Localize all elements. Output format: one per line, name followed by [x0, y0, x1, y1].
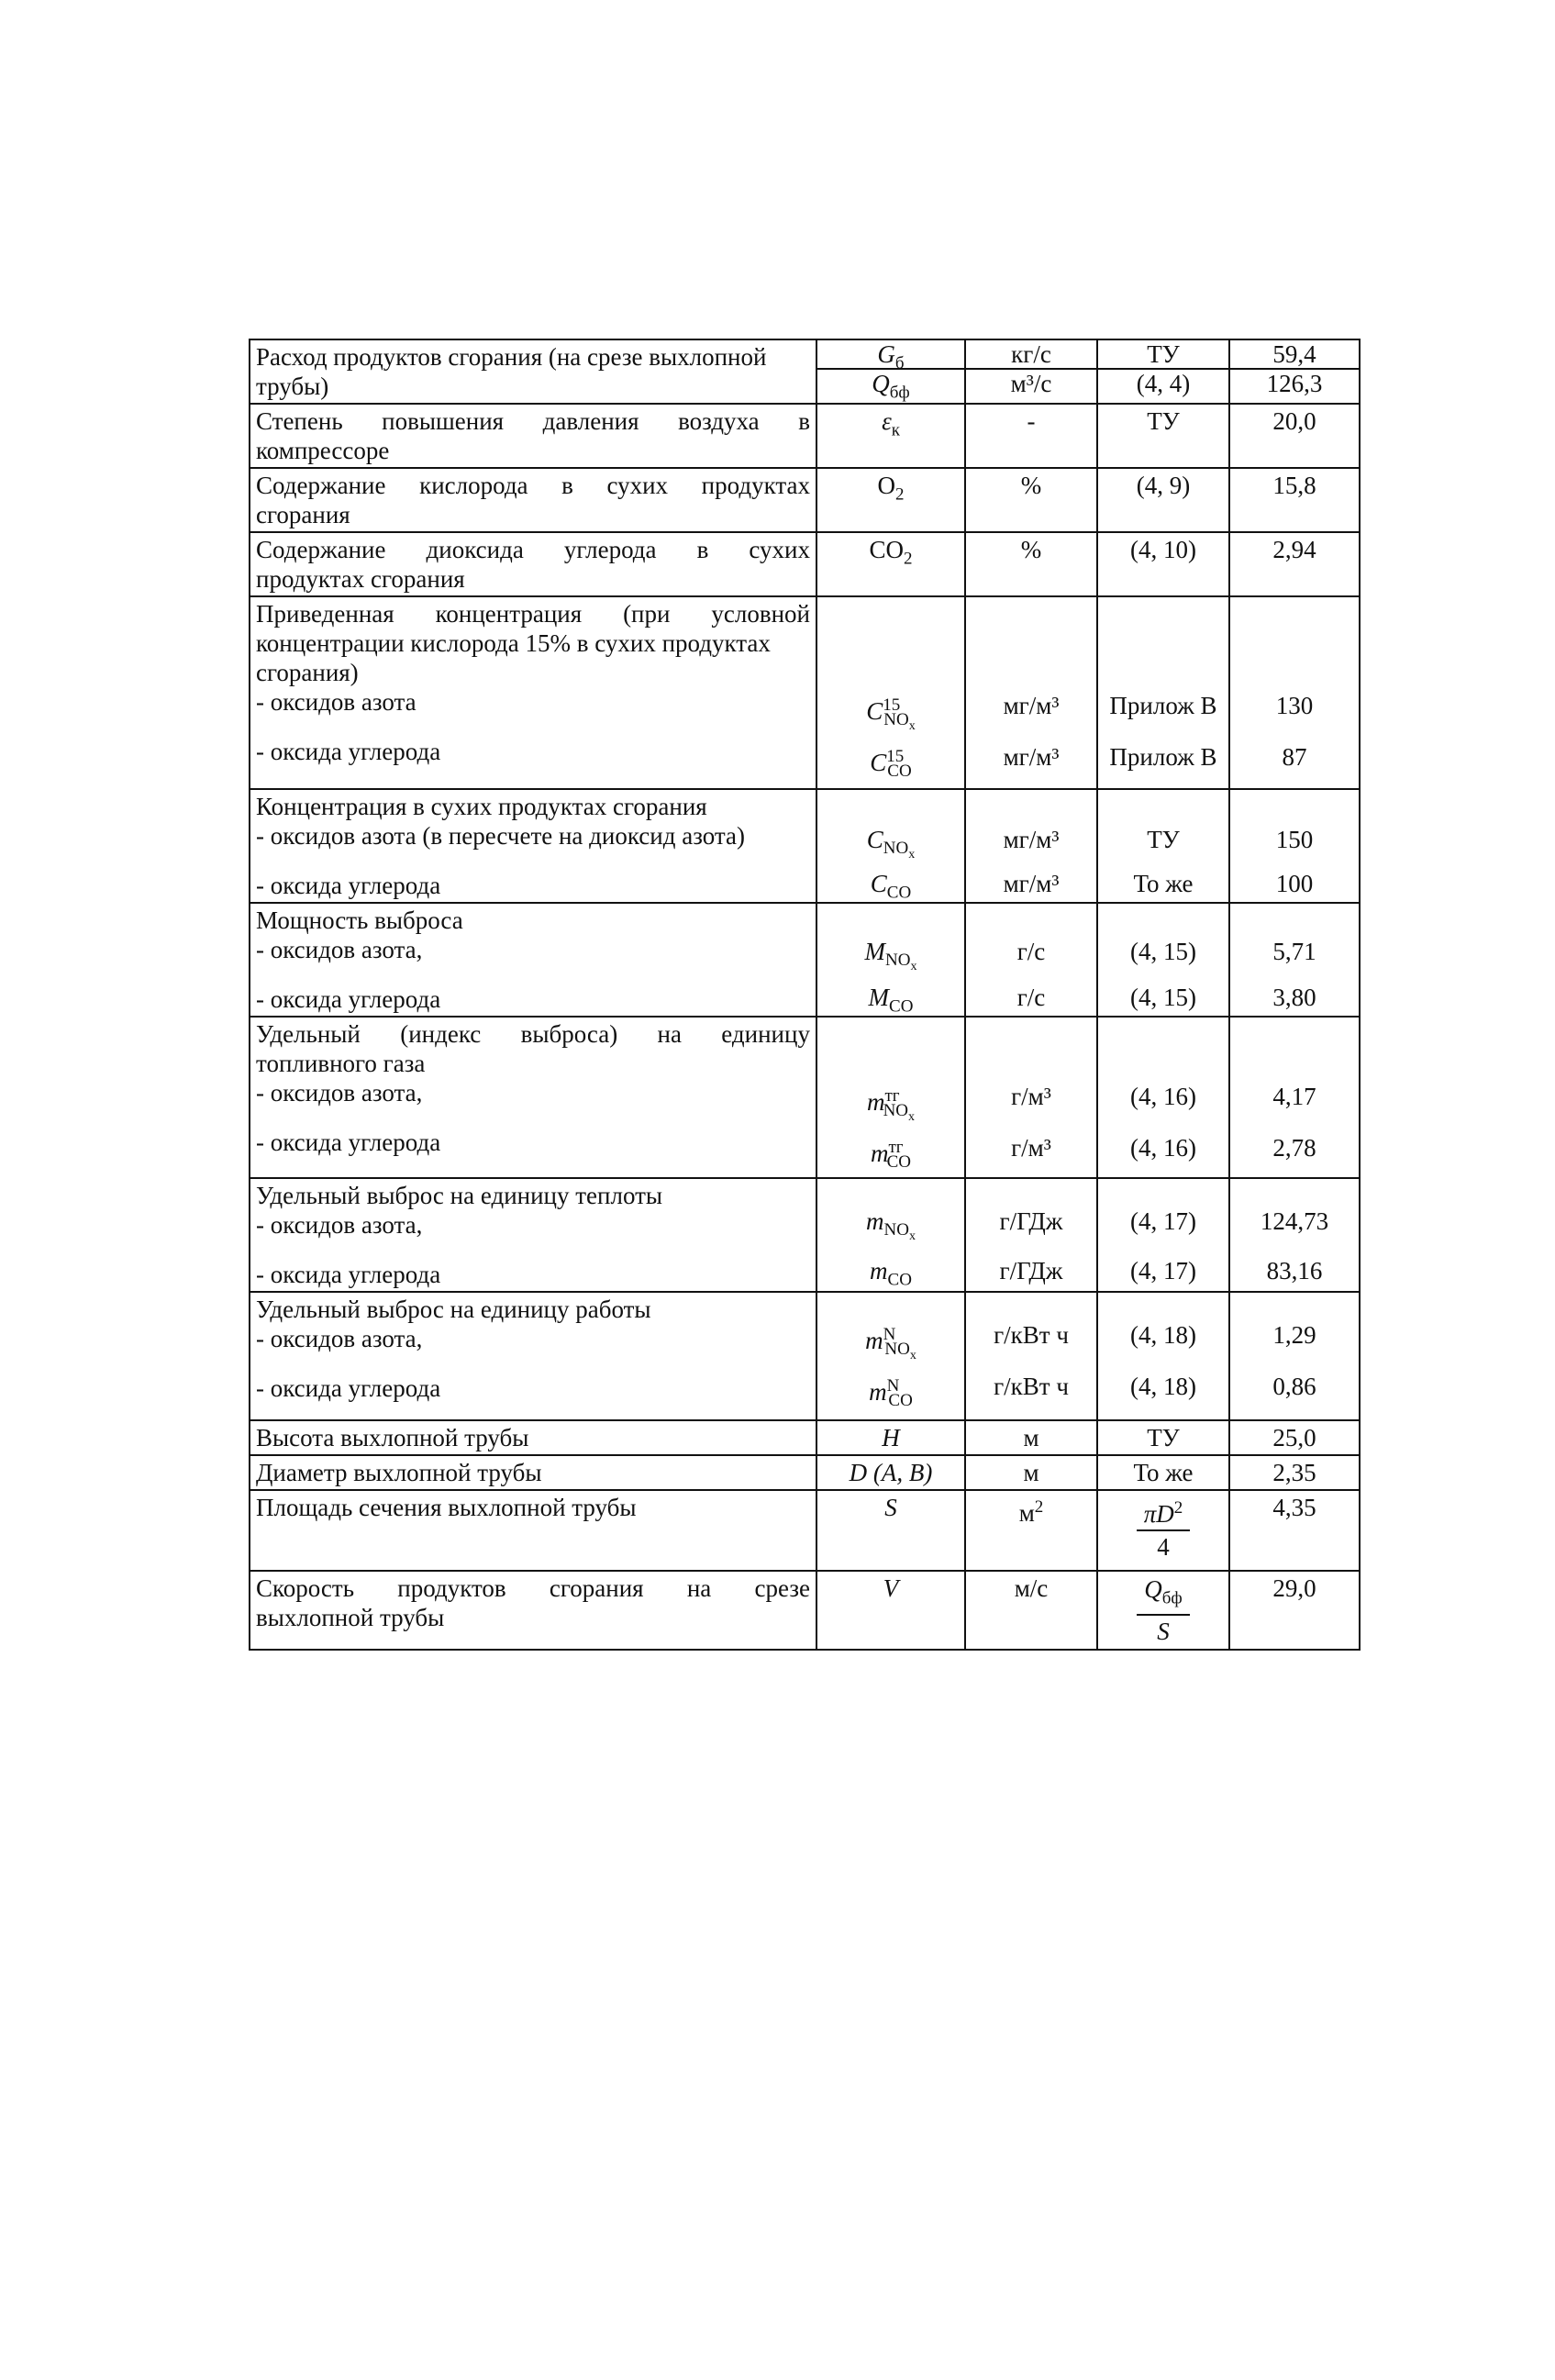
table-row [250, 404, 1360, 468]
row-symbol: $m_{NO_x}$ $m_{CO}$ [816, 1178, 965, 1292]
area-formula: $\frac{\pi D^2}{4}$ [1137, 1493, 1191, 1563]
row-source: ТУ [1097, 1420, 1229, 1455]
row-source: То же [1097, 1455, 1229, 1490]
desc-line: Высота выхлопной трубы [256, 1424, 529, 1451]
row-value: 5,71 3,80 [1229, 903, 1360, 1017]
desc-line: Диаметр выхлопной трубы [256, 1459, 542, 1486]
row-value: 4,35 [1229, 1490, 1360, 1571]
desc-line: - оксида углерода [256, 985, 441, 1013]
row-source: (4, 10) [1097, 532, 1229, 596]
desc-line: - оксида углерода [256, 1374, 441, 1402]
row-description [250, 903, 816, 1017]
table-row [250, 1292, 1360, 1420]
table-row [250, 1178, 1360, 1292]
numeric-value: 59,4 [1272, 340, 1316, 368]
desc-line: трубы) [256, 373, 329, 400]
row-value [1229, 339, 1360, 404]
row-value: 2,94 [1229, 532, 1360, 596]
row-symbol: $O_2$ [816, 468, 965, 532]
row-symbol: $m^{тг}_{NO_x}$ $m^{тг}_{CO}$ [816, 1017, 965, 1178]
row-source: ТУ [1097, 404, 1229, 468]
table-row [250, 532, 1360, 596]
source-value: ТУ [1147, 340, 1180, 368]
row-unit: $м^2$ [965, 1490, 1097, 1571]
row-symbol: $C_{NO_x}$ $C_{CO}$ [816, 789, 965, 903]
row-description [250, 1178, 816, 1292]
row-source: (4, 9) [1097, 468, 1229, 532]
row-symbol: $CO_2$ [816, 532, 965, 596]
table-row [250, 1017, 1360, 1178]
unit-value: кг/с [1011, 340, 1051, 368]
row-symbol [816, 339, 965, 404]
row-source: (4, 16) (4, 16) [1097, 1017, 1229, 1178]
row-value: 124,73 83,16 [1229, 1178, 1360, 1292]
symbol-gb: $G_б$ [877, 340, 905, 373]
row-unit: г/кВт ч г/кВт ч [965, 1292, 1097, 1420]
unit-value: м³/с [966, 368, 1096, 397]
row-symbol: V [816, 1571, 965, 1650]
row-source-formula [1097, 1490, 1229, 1571]
desc-line: Приведенная концентрация (при условной [256, 600, 810, 628]
desc-line: Удельный (индекс выброса) на единицу [256, 1020, 810, 1048]
desc-line: - оксидов азота, [256, 1079, 423, 1107]
desc-line: Скорость продуктов сгорания на срезе [256, 1574, 810, 1602]
desc-line: - оксида углерода [256, 872, 441, 899]
table-row [250, 1455, 1360, 1490]
table-row [250, 468, 1360, 532]
row-unit: мг/м³ мг/м³ [965, 789, 1097, 903]
table-row [250, 789, 1360, 903]
row-symbol: $C^{15}_{NO_x}$ $C^{15}_{CO}$ [816, 596, 965, 789]
row-source-formula [1097, 1571, 1229, 1650]
row-symbol: D (A, B) [816, 1455, 965, 1490]
desc-line: - оксидов азота (в пересчете на диоксид азота) [256, 822, 745, 850]
row-value: 150 100 [1229, 789, 1360, 903]
row-description [250, 1490, 816, 1571]
desc-line: Расход продуктов сгорания (на срезе выхлопной [256, 343, 767, 371]
desc-line: Площадь сечения выхлопной трубы [256, 1494, 637, 1521]
row-unit [965, 339, 1097, 404]
row-description [250, 1455, 816, 1490]
desc-line: выхлопной трубы [256, 1604, 445, 1631]
row-source: (4, 18) (4, 18) [1097, 1292, 1229, 1420]
row-description [250, 339, 816, 404]
desc-line: - оксидов азота, [256, 1211, 423, 1239]
row-description [250, 468, 816, 532]
row-description [250, 596, 816, 789]
row-unit: м [965, 1455, 1097, 1490]
desc-line: - оксидов азота, [256, 936, 423, 963]
table-row [250, 596, 1360, 789]
row-description [250, 1571, 816, 1650]
desc-line: - оксида углерода [256, 1261, 441, 1288]
desc-line: Мощность выброса [256, 906, 463, 934]
table-row [250, 339, 1360, 404]
desc-line: Удельный выброс на единицу работы [256, 1296, 651, 1323]
desc-line: концентрации кислорода 15% в сухих продуктах [256, 629, 771, 657]
desc-line: топливного газа [256, 1050, 426, 1077]
parameter-table-sheet [249, 339, 1359, 1646]
table-row [250, 1420, 1360, 1455]
desc-line: Удельный выброс на единицу теплоты [256, 1182, 663, 1209]
desc-line: Содержание диоксида углерода в сухих [256, 536, 810, 563]
desc-line: продуктах сгорания [256, 565, 465, 593]
row-value: 15,8 [1229, 468, 1360, 532]
desc-line: - оксида углерода [256, 738, 441, 765]
desc-line: сгорания [256, 501, 350, 528]
row-unit: мг/м³ мг/м³ [965, 596, 1097, 789]
numeric-value: 126,3 [1230, 368, 1359, 397]
desc-line: Концентрация в сухих продуктах сгорания [256, 793, 707, 820]
row-description [250, 404, 816, 468]
row-unit: м/с [965, 1571, 1097, 1650]
symbol-qbf: $Q_{бф}$ [817, 368, 964, 397]
row-value: 2,35 [1229, 1455, 1360, 1490]
row-symbol: $M_{NO_x}$ $M_{CO}$ [816, 903, 965, 1017]
row-unit: м [965, 1420, 1097, 1455]
row-source [1097, 339, 1229, 404]
desc-line: сгорания) [256, 659, 359, 686]
table-row [250, 1571, 1360, 1650]
row-value: 4,17 2,78 [1229, 1017, 1360, 1178]
row-value: 29,0 [1229, 1571, 1360, 1650]
row-source: Прилож В Прилож В [1097, 596, 1229, 789]
desc-line: - оксидов азота [256, 688, 417, 716]
row-description [250, 789, 816, 903]
row-description [250, 532, 816, 596]
row-unit: % [965, 532, 1097, 596]
row-symbol: $m^N_{NO_x}$ $m^N_{CO}$ [816, 1292, 965, 1420]
velocity-formula: $\frac{Q_{бф}}{S}$ [1137, 1574, 1189, 1647]
table-row [250, 1490, 1360, 1571]
row-symbol: H [816, 1420, 965, 1455]
desc-line: - оксида углерода [256, 1129, 441, 1156]
desc-line: Содержание кислорода в сухих продуктах [256, 472, 810, 499]
row-symbol: $\varepsilon_к$ [816, 404, 965, 468]
source-value: (4, 4) [1098, 368, 1228, 397]
row-unit: г/ГДж г/ГДж [965, 1178, 1097, 1292]
row-unit: - [965, 404, 1097, 468]
row-description [250, 1292, 816, 1420]
row-value: 25,0 [1229, 1420, 1360, 1455]
row-description [250, 1420, 816, 1455]
row-value: 1,29 0,86 [1229, 1292, 1360, 1420]
row-source: (4, 15) (4, 15) [1097, 903, 1229, 1017]
desc-line: - оксидов азота, [256, 1325, 423, 1352]
row-symbol: S [816, 1490, 965, 1571]
row-description [250, 1017, 816, 1178]
table-row [250, 903, 1360, 1017]
row-unit: % [965, 468, 1097, 532]
desc-line: Степень повышения давления воздуха в [256, 407, 810, 435]
row-source: (4, 17) (4, 17) [1097, 1178, 1229, 1292]
row-unit: г/м³ г/м³ [965, 1017, 1097, 1178]
row-source: ТУ То же [1097, 789, 1229, 903]
row-value: 130 87 [1229, 596, 1360, 789]
row-unit: г/с г/с [965, 903, 1097, 1017]
parameter-table [249, 339, 1361, 1651]
desc-line: компрессоре [256, 437, 390, 464]
row-value: 20,0 [1229, 404, 1360, 468]
